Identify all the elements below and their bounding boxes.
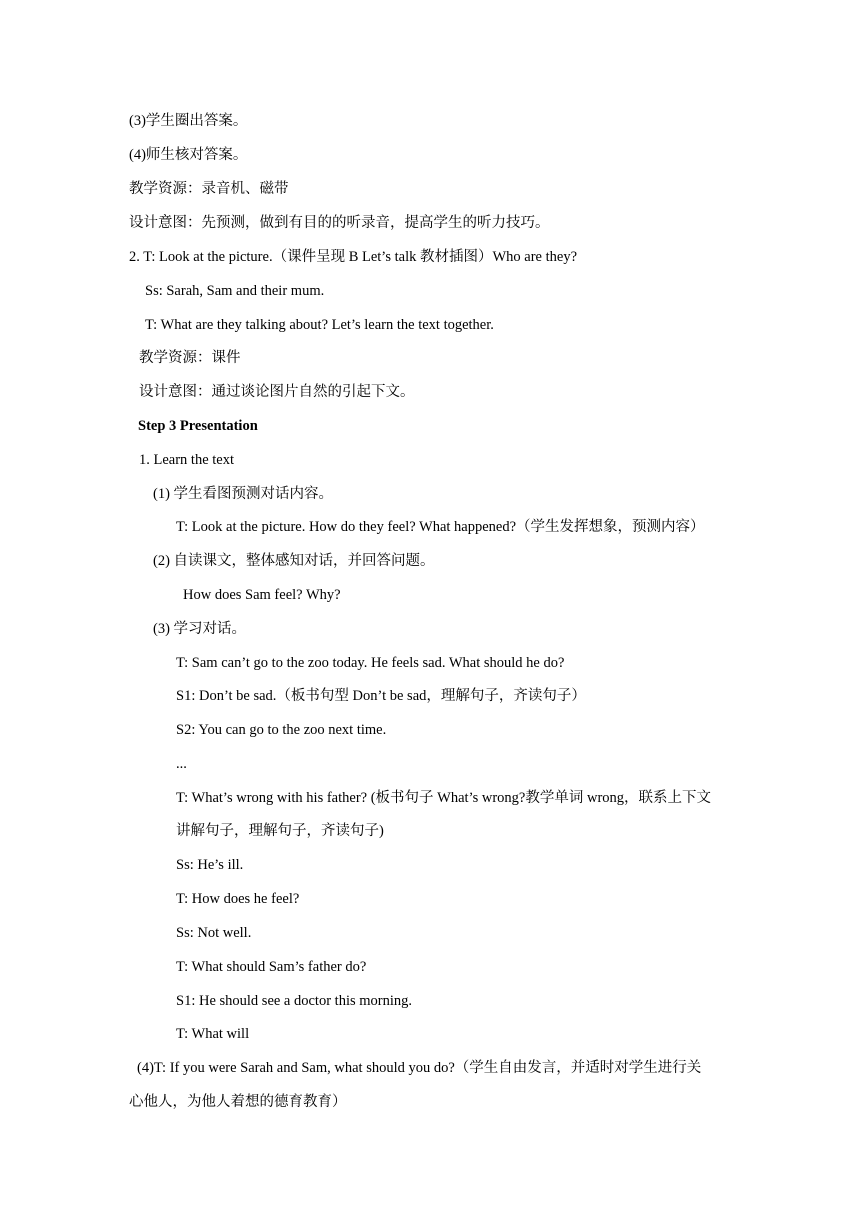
text-line-14: (2) 自读课文，整体感知对话，并回答问题。 <box>153 553 435 569</box>
text-line-27: S1: He should see a doctor this morning. <box>176 993 413 1009</box>
text-line-16: (3) 学习对话。 <box>153 621 247 637</box>
text-line-15: How does Sam feel? Why? <box>183 587 341 603</box>
text-line-3: 教学资源：录音机、磁带 <box>129 181 289 197</box>
text-line-2: (4)师生核对答案。 <box>129 147 248 163</box>
text-line-7: T: What are they talking about? Let’s learn the text together. <box>145 317 494 333</box>
text-line-1: (3)学生圈出答案。 <box>129 113 248 129</box>
text-line-22: 讲解句子，理解句子，齐读句子) <box>176 823 384 839</box>
text-line-4: 设计意图：先预测，做到有目的的听录音，提高学生的听力技巧。 <box>129 215 550 231</box>
text-line-9: 设计意图：通过谈论图片自然的引起下文。 <box>139 384 415 400</box>
text-line-24: T: How does he feel? <box>176 891 300 907</box>
text-line-8: 教学资源：课件 <box>139 350 241 366</box>
text-line-19: S2: You can go to the zoo next time. <box>176 722 387 738</box>
text-line-28: T: What will <box>176 1026 250 1042</box>
text-line-11: 1. Learn the text <box>139 452 235 468</box>
text-line-18: S1: Don’t be sad.（板书句型 Don’t be sad，理解句子，齐读句子） <box>176 688 586 704</box>
text-line-29: (4)T: If you were Sarah and Sam, what should you do?（学生自由发言，并适时对学生进行关 <box>137 1060 702 1076</box>
text-line-5: 2. T: Look at the picture.（课件呈现 B Let’s talk 教材插图）Who are they? <box>129 249 578 265</box>
section-heading: Step 3 Presentation <box>138 418 258 434</box>
text-line-26: T: What should Sam’s father do? <box>176 959 367 975</box>
text-line-17: T: Sam can’t go to the zoo today. He feels sad. What should he do? <box>176 655 565 671</box>
text-line-12: (1) 学生看图预测对话内容。 <box>153 486 334 502</box>
text-line-6: Ss: Sarah, Sam and their mum. <box>145 283 325 299</box>
text-line-21: T: What’s wrong with his father? (板书句子 What’s wrong?教学单词 wrong，联系上下文 <box>176 790 712 806</box>
text-line-25: Ss: Not well. <box>176 925 252 941</box>
text-line-23: Ss: He’s ill. <box>176 857 244 873</box>
text-line-30: 心他人，为他人着想的德育教育） <box>129 1094 347 1110</box>
text-line-13: T: Look at the picture. How do they feel? What happened?（学生发挥想象，预测内容） <box>176 519 705 535</box>
text-line-20: ... <box>176 756 187 772</box>
